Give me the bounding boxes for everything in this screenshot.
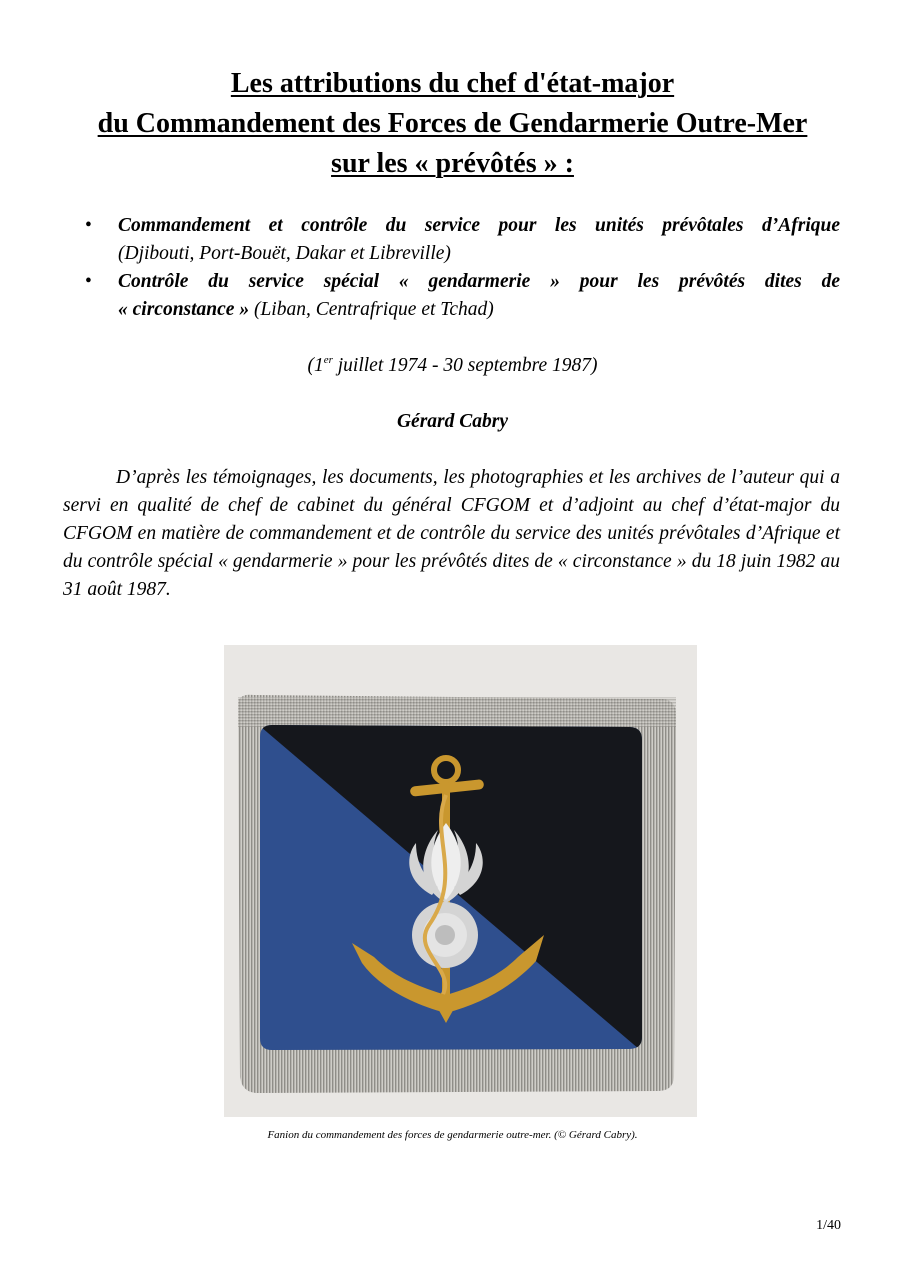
date-superscript: er (323, 354, 333, 366)
pennant-photo (224, 645, 697, 1117)
fringe-top (238, 697, 676, 727)
bullet-strong-text: Contrôle du service spécial « gendarmerie » pour les prévôtés dites de (118, 271, 840, 292)
bullet-icon: • (85, 271, 92, 292)
date-rest: juillet 1974 - 30 septembre 1987) (332, 355, 598, 376)
bullet-strong-text: Commandement et contrôle du service pour les unités prévôtales d’Afrique (118, 215, 840, 236)
bullet-strong-tail: « circonstance » (118, 299, 250, 320)
author-name: Gérard Cabry (396, 411, 509, 432)
bullet-item (85, 268, 840, 324)
page-number: 1/40 (816, 1218, 841, 1233)
photo-caption: Fanion du commandement des forces de gendarmerie outre-mer. (© Gérard Cabry). (267, 1129, 638, 1141)
bullet-plain-text: (Liban, Centrafrique et Tchad) (249, 299, 494, 320)
document-title (0, 64, 905, 184)
date-range (0, 352, 905, 380)
intro-paragraph: D’après les témoignages, les documents, les photographies et les archives de l’auteur qui a servi en qualité de chef de cabinet du général CFGOM et d’adjoint au chef d’état-major du CFGOM en matière de commandement et de contrôle du service des unités prévôtales d’Afrique et du contrôle spécial « gendarmerie » pour les prévôtés dites de « circonstance » du 18 juin 1982 au 31 août 1987. (63, 467, 840, 600)
bullet-item (85, 212, 840, 268)
title-line-3: sur les « prévôtés » : (331, 148, 574, 179)
bullet-icon: • (85, 215, 92, 236)
bullet-plain-text: (Djibouti, Port-Bouët, Dakar et Libreville) (118, 243, 451, 264)
bullet-list (85, 212, 840, 324)
pennant-image (224, 645, 697, 1117)
title-line-2: du Commandement des Forces de Gendarmerie Outre-Mer (97, 108, 808, 139)
title-line-1: Les attributions du chef d'état-major (230, 68, 675, 99)
date-open: (1 (307, 355, 324, 376)
